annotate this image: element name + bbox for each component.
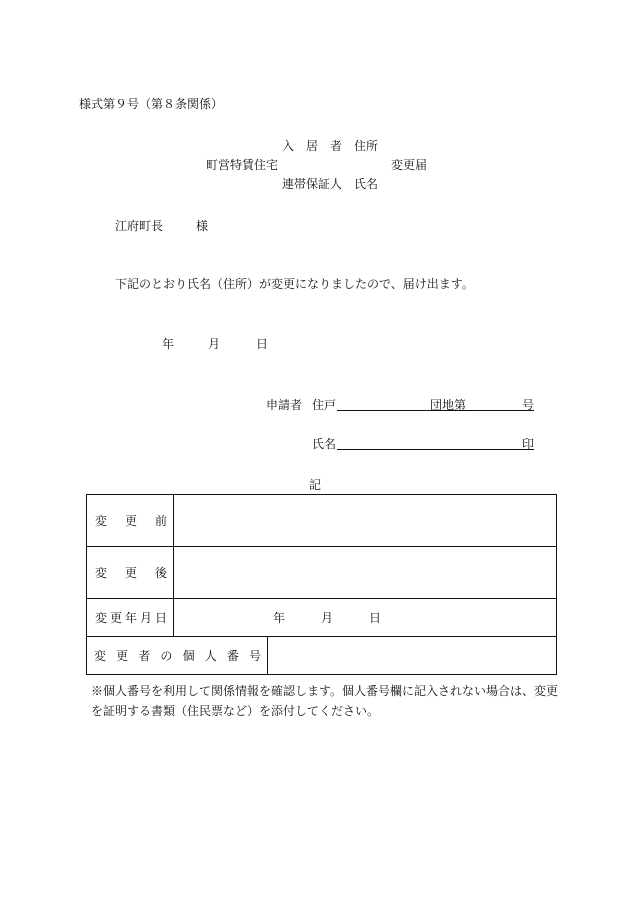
table-date-month: 月 xyxy=(321,611,334,625)
number-label: 号 xyxy=(522,398,535,412)
form-number: 様式第９号（第８条関係） xyxy=(79,97,224,111)
date-month-label: 月 xyxy=(208,337,221,351)
mynumber-label-char: 号 xyxy=(248,649,261,663)
address-label: 住戸 xyxy=(312,398,337,412)
statement-text: 下記のとおり氏名（住所）が変更になりましたので、届け出ます。 xyxy=(115,277,474,291)
mynumber-label-char: 更 xyxy=(116,649,129,663)
date-day-label: 日 xyxy=(256,337,269,351)
mynumber-label-char: の xyxy=(160,649,173,663)
footnote: ※個人番号を利用して関係情報を確認します。個人番号欄に記入されない場合は、変更を証明する書類（住民票など）を添付してください。 xyxy=(91,684,559,718)
before-value-cell[interactable] xyxy=(174,495,557,547)
after-label-char: 更 xyxy=(124,566,137,580)
title-suffix: 変更届 xyxy=(391,158,428,172)
date-value-cell[interactable] xyxy=(174,599,557,637)
after-label-char: 後 xyxy=(154,566,167,580)
date-label-cell xyxy=(87,599,174,637)
after-row xyxy=(87,547,557,599)
title-prefix: 町営特賃住宅 xyxy=(206,158,279,172)
change-table xyxy=(86,494,557,675)
after-value-cell[interactable] xyxy=(174,547,557,599)
before-label-char: 前 xyxy=(154,514,167,528)
mynumber-value-cell[interactable] xyxy=(268,637,557,675)
date-row xyxy=(87,599,557,637)
name-label: 氏名 xyxy=(312,437,337,451)
table-date-day: 日 xyxy=(369,611,382,625)
mynumber-row xyxy=(87,637,557,675)
complex-label: 団地第 xyxy=(430,398,467,412)
addressee-honorific: 様 xyxy=(196,219,209,233)
date-label-char: 変 xyxy=(95,611,108,625)
applicant-label: 申請者 xyxy=(266,398,303,412)
before-row xyxy=(87,495,557,547)
mynumber-label-cell xyxy=(87,637,268,675)
title-line-1: 入 居 者 住所 xyxy=(282,139,379,153)
mynumber-label-char: 者 xyxy=(138,649,151,663)
mynumber-label-char: 人 xyxy=(204,649,217,663)
mynumber-label-char: 番 xyxy=(226,649,239,663)
before-label-char: 更 xyxy=(124,514,137,528)
seal-label: 印 xyxy=(522,437,535,451)
date-label-char: 更 xyxy=(109,611,122,625)
mynumber-label-char: 個 xyxy=(182,649,195,663)
date-label-char: 年 xyxy=(124,611,137,625)
date-label-char: 日 xyxy=(154,611,167,625)
ki-label: 記 xyxy=(309,478,322,492)
date-year-label: 年 xyxy=(162,337,175,351)
after-label-char: 変 xyxy=(95,566,108,580)
title-line-3: 連帯保証人 氏名 xyxy=(282,177,379,191)
addressee-name: 江府町長 xyxy=(115,219,164,233)
table-date-year: 年 xyxy=(273,611,286,625)
date-label-char: 月 xyxy=(139,611,152,625)
name-underline[interactable] xyxy=(337,449,534,450)
mynumber-label-char: 変 xyxy=(94,649,107,663)
before-label-char: 変 xyxy=(95,514,108,528)
after-label-cell xyxy=(87,547,174,599)
before-label-cell xyxy=(87,495,174,547)
